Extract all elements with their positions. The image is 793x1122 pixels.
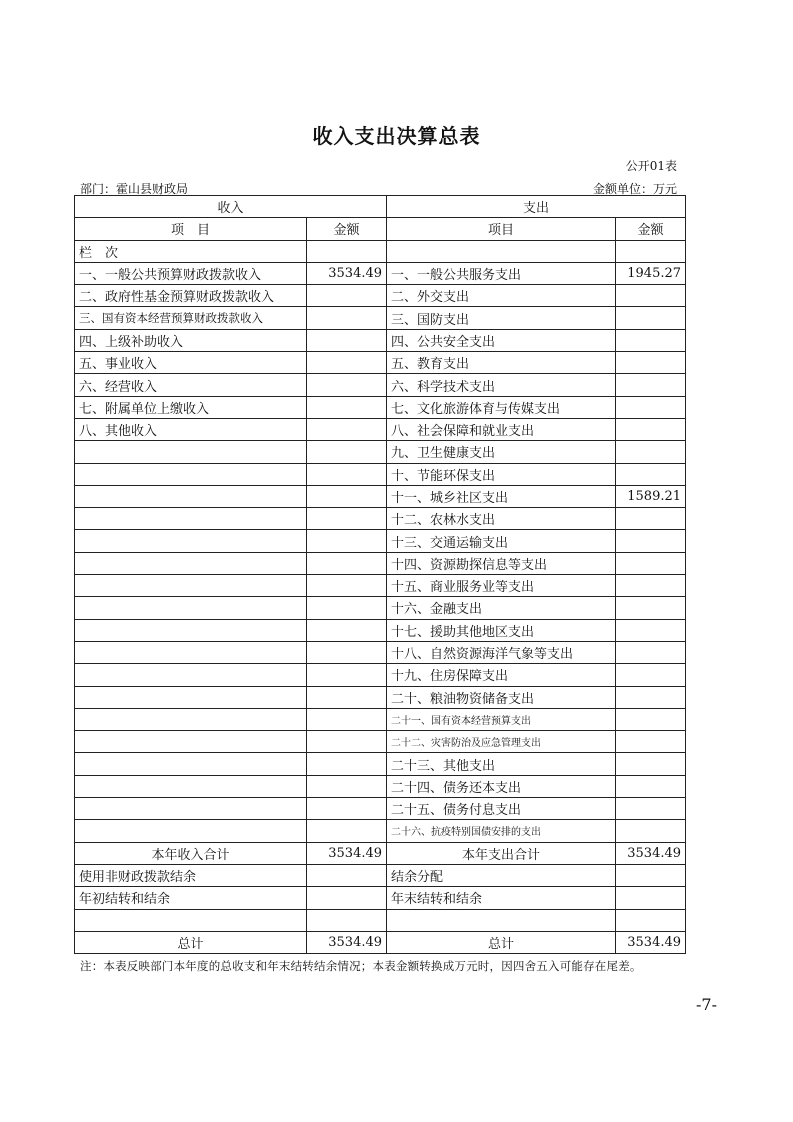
income-item-amount — [307, 329, 387, 351]
grand-total-expense: 3534.49 — [616, 931, 686, 953]
table-row — [75, 329, 686, 351]
income-total-value: 3534.49 — [307, 842, 387, 864]
table-row — [75, 508, 686, 530]
expense-item-name: 一、一般公共服务支出 — [387, 262, 616, 284]
table-row — [75, 664, 686, 686]
expense-item-name: 二十五、债务付息支出 — [387, 798, 616, 820]
page-number: -7- — [696, 995, 717, 1014]
expense-total-value: 3534.49 — [616, 842, 686, 864]
page-title: 收入支出决算总表 — [312, 124, 481, 148]
empty-cell — [75, 463, 307, 485]
income-item-name: 八、其他收入 — [75, 418, 307, 440]
table-row — [75, 641, 686, 663]
empty-cell — [75, 798, 307, 820]
expense-header: 支出 — [387, 196, 686, 218]
expense-item-name: 十八、自然资源海洋气象等支出 — [387, 641, 616, 663]
expense-item-amount — [616, 686, 686, 708]
expense-item-header: 项目 — [387, 218, 616, 240]
expense-item-amount — [616, 820, 686, 842]
unit-label: 金额单位：万元 — [592, 182, 677, 196]
empty-cell — [307, 240, 387, 262]
form-code: 公开01表 — [625, 159, 677, 173]
empty-cell — [75, 708, 307, 730]
income-total-label: 本年收入合计 — [75, 842, 307, 864]
grand-total-label: 总计 — [75, 931, 307, 953]
expense-item-name: 十七、援助其他地区支出 — [387, 619, 616, 641]
expense-item-name: 七、文化旅游体育与传媒支出 — [387, 396, 616, 418]
empty-cell — [307, 441, 387, 463]
table-row — [75, 262, 686, 284]
expense-item-name: 十六、金融支出 — [387, 597, 616, 619]
expense-item-amount — [616, 530, 686, 552]
table-row — [75, 686, 686, 708]
income-item-name: 五、事业收入 — [75, 352, 307, 374]
column-index-label: 栏 次 — [75, 240, 307, 262]
table-row — [75, 441, 686, 463]
expense-item-name: 三、国防支出 — [387, 307, 616, 329]
expense-item-amount — [616, 285, 686, 307]
income-item-amount — [307, 374, 387, 396]
expense-item-amount — [616, 508, 686, 530]
expense-total-label: 本年支出合计 — [387, 842, 616, 864]
table-row — [75, 798, 686, 820]
expense-item-name: 十二、农林水支出 — [387, 508, 616, 530]
income-item-amount — [307, 418, 387, 440]
empty-cell — [307, 485, 387, 507]
empty-cell — [75, 686, 307, 708]
empty-cell — [75, 441, 307, 463]
income-item-amount — [307, 352, 387, 374]
expense-item-amount: 1945.27 — [616, 262, 686, 284]
beginning-balance-label: 年初结转和结余 — [75, 887, 307, 909]
empty-cell — [75, 552, 307, 574]
empty-cell — [75, 775, 307, 797]
income-item-name: 二、政府性基金预算财政拨款收入 — [75, 285, 307, 307]
expense-item-amount — [616, 352, 686, 374]
empty-cell — [307, 641, 387, 663]
empty-cell — [307, 775, 387, 797]
empty-cell — [616, 887, 686, 909]
table-row — [75, 463, 686, 485]
ending-balance-label: 年末结转和结余 — [387, 887, 616, 909]
empty-cell — [307, 887, 387, 909]
income-item-header: 项 目 — [75, 218, 307, 240]
expense-item-amount — [616, 575, 686, 597]
table-row — [75, 552, 686, 574]
empty-cell — [75, 731, 307, 753]
expense-item-amount — [616, 641, 686, 663]
empty-cell — [307, 864, 387, 886]
table-row — [75, 530, 686, 552]
expense-item-name: 八、社会保障和就业支出 — [387, 418, 616, 440]
income-header: 收入 — [75, 196, 387, 218]
table-row — [75, 307, 686, 329]
table-row — [75, 396, 686, 418]
expense-item-name: 二十四、债务还本支出 — [387, 775, 616, 797]
expense-item-amount — [616, 463, 686, 485]
empty-cell — [75, 909, 307, 931]
expense-item-name: 四、公共安全支出 — [387, 329, 616, 351]
income-item-name: 七、附属单位上缴收入 — [75, 396, 307, 418]
empty-cell — [307, 909, 387, 931]
expense-item-name: 二十六、抗疫特别国债安排的支出 — [387, 820, 616, 842]
expense-item-name: 二十二、灾害防治及应急管理支出 — [387, 731, 616, 753]
empty-cell — [387, 240, 616, 262]
expense-item-name: 六、科学技术支出 — [387, 374, 616, 396]
table-row — [75, 775, 686, 797]
expense-item-amount — [616, 753, 686, 775]
expense-item-amount — [616, 441, 686, 463]
table-row — [75, 820, 686, 842]
expense-item-amount — [616, 775, 686, 797]
expense-item-amount — [616, 619, 686, 641]
expense-item-amount — [616, 798, 686, 820]
empty-cell — [307, 530, 387, 552]
empty-cell — [75, 753, 307, 775]
empty-cell — [307, 552, 387, 574]
expense-item-name: 十九、住房保障支出 — [387, 664, 616, 686]
expense-item-name: 五、教育支出 — [387, 352, 616, 374]
empty-cell — [616, 909, 686, 931]
footnote: 注：本表反映部门本年度的总收支和年末结转结余情况；本表金额转换成万元时，因四舍五入可能存在尾差。 — [80, 959, 642, 973]
table-row — [75, 731, 686, 753]
expense-item-name: 二、外交支出 — [387, 285, 616, 307]
empty-cell — [75, 530, 307, 552]
empty-cell — [307, 798, 387, 820]
income-item-name: 四、上级补助收入 — [75, 329, 307, 351]
table-row — [75, 285, 686, 307]
empty-cell — [307, 508, 387, 530]
expense-item-name: 十一、城乡社区支出 — [387, 485, 616, 507]
empty-cell — [307, 731, 387, 753]
empty-cell — [307, 753, 387, 775]
expense-item-name: 九、卫生健康支出 — [387, 441, 616, 463]
empty-cell — [307, 575, 387, 597]
empty-cell — [307, 463, 387, 485]
empty-cell — [307, 597, 387, 619]
empty-cell — [307, 664, 387, 686]
expense-item-name: 十三、交通运输支出 — [387, 530, 616, 552]
empty-cell — [75, 508, 307, 530]
non-fiscal-balance-label: 使用非财政拨款结余 — [75, 864, 307, 886]
expense-item-name: 二十一、国有资本经营预算支出 — [387, 708, 616, 730]
expense-item-amount — [616, 329, 686, 351]
expense-item-name: 十四、资源勘探信息等支出 — [387, 552, 616, 574]
department-label: 部门：霍山县财政局 — [80, 182, 189, 196]
expense-item-amount — [616, 418, 686, 440]
empty-cell — [616, 864, 686, 886]
table-row — [75, 575, 686, 597]
empty-cell — [75, 575, 307, 597]
table-row — [75, 374, 686, 396]
empty-cell — [75, 641, 307, 663]
expense-item-name: 十五、商业服务业等支出 — [387, 575, 616, 597]
empty-cell — [75, 597, 307, 619]
expense-item-amount — [616, 396, 686, 418]
expense-item-amount — [616, 597, 686, 619]
empty-cell — [75, 485, 307, 507]
empty-cell — [75, 820, 307, 842]
income-expense-table — [74, 195, 686, 954]
empty-cell — [387, 909, 616, 931]
expense-item-amount — [616, 552, 686, 574]
empty-cell — [307, 820, 387, 842]
table-row — [75, 708, 686, 730]
surplus-distribution-label: 结余分配 — [387, 864, 616, 886]
expense-amount-header: 金额 — [616, 218, 686, 240]
expense-item-amount — [616, 664, 686, 686]
expense-item-amount — [616, 374, 686, 396]
income-amount-header: 金额 — [307, 218, 387, 240]
empty-cell — [616, 240, 686, 262]
grand-total-income: 3534.49 — [307, 931, 387, 953]
empty-cell — [307, 708, 387, 730]
expense-item-amount: 1589.21 — [616, 485, 686, 507]
grand-total-label-expense: 总计 — [387, 931, 616, 953]
table-row — [75, 619, 686, 641]
table-row — [75, 352, 686, 374]
income-item-amount — [307, 307, 387, 329]
income-item-amount — [307, 396, 387, 418]
expense-item-amount — [616, 307, 686, 329]
expense-item-name: 二十三、其他支出 — [387, 753, 616, 775]
expense-item-amount — [616, 731, 686, 753]
income-item-name: 三、国有资本经营预算财政拨款收入 — [75, 307, 307, 329]
expense-item-name: 十、节能环保支出 — [387, 463, 616, 485]
expense-item-name: 二十、粮油物资储备支出 — [387, 686, 616, 708]
expense-item-amount — [616, 708, 686, 730]
empty-cell — [307, 619, 387, 641]
income-item-name: 六、经营收入 — [75, 374, 307, 396]
empty-cell — [75, 664, 307, 686]
table-row — [75, 753, 686, 775]
income-item-amount — [307, 285, 387, 307]
table-row — [75, 418, 686, 440]
table-row — [75, 597, 686, 619]
empty-cell — [75, 619, 307, 641]
income-item-amount: 3534.49 — [307, 262, 387, 284]
table-row — [75, 485, 686, 507]
empty-cell — [307, 686, 387, 708]
income-item-name: 一、一般公共预算财政拨款收入 — [75, 262, 307, 284]
